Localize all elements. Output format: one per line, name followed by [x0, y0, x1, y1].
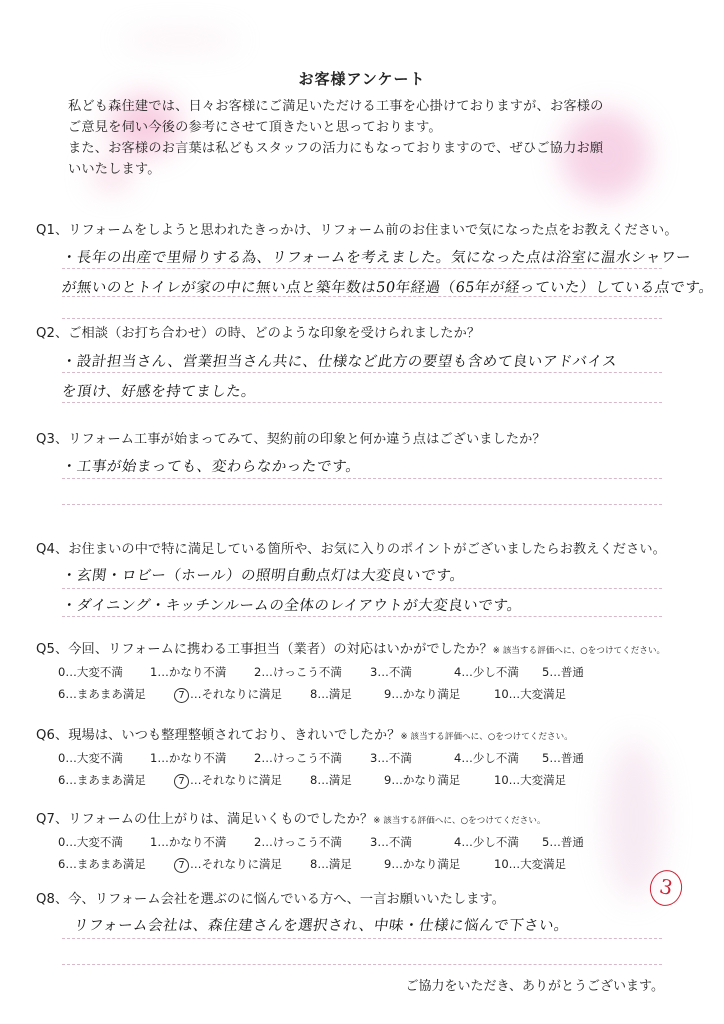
question-note: ※ 該当する評価へに、○をつけてください。	[373, 816, 546, 826]
answer-q4-line: ・ダイニング・キッチンルームの全体のレイアウトが大変良いです。	[60, 598, 524, 614]
rating-option[interactable]: 2…けっこう不満	[254, 665, 342, 679]
footer-thanks: ご協力をいただき、ありがとうございます。	[405, 979, 664, 994]
rating-option[interactable]: 3…不満	[370, 751, 412, 765]
answer-q8-line: リフォーム会社は、森住建さんを選択され、中味・仕様に悩んで下さい。	[72, 918, 571, 934]
circle-mark-icon: 7	[174, 688, 189, 703]
answer-rule	[62, 964, 662, 965]
question-q1: Q1、リフォームをしようと思われたきっかけ、リフォーム前のお住まいで気になった点をお教えください。	[36, 223, 678, 238]
rating-option[interactable]: 0…大変不満	[58, 835, 123, 849]
question-q7-text: Q7、リフォームの仕上がりは、満足いくものでしたか？	[36, 812, 374, 827]
circle-mark-icon: 7	[174, 774, 189, 789]
rating-option-label: …それなりに満足	[190, 773, 282, 787]
rating-option-circled[interactable]	[174, 686, 282, 703]
rating-option[interactable]: 8…満足	[310, 773, 352, 787]
rating-option[interactable]: 2…けっこう不満	[254, 751, 342, 765]
answer-rule	[62, 616, 662, 617]
question-q3: Q3、リフォーム工事が始まってみて、契約前の印象と何か違う点はございましたか？	[36, 432, 546, 447]
rating-option[interactable]: 10…大変満足	[494, 773, 567, 787]
rating-option[interactable]: 9…かなり満足	[384, 687, 461, 701]
question-q5-text: Q5、今回、リフォームに携わる工事担当（業者）の対応はいかがでしたか？	[36, 642, 493, 657]
rating-option[interactable]: 8…満足	[310, 687, 352, 701]
intro-line: また、お客様のお言葉は私どもスタッフの活力にもなっておりますので、ぜひご協力お願	[68, 141, 604, 156]
rating-option[interactable]: 3…不満	[370, 835, 412, 849]
question-q6-text: Q6、現場は、いつも整理整頓されており、きれいでしたか？	[36, 728, 401, 743]
question-q6	[36, 724, 573, 743]
rating-option[interactable]: 4…少し不満	[454, 665, 519, 679]
rating-option[interactable]: 0…大変不満	[58, 751, 123, 765]
rating-option[interactable]: 9…かなり満足	[384, 773, 461, 787]
rating-option[interactable]: 0…大変不満	[58, 665, 123, 679]
answer-rule	[62, 478, 662, 479]
answer-rule	[62, 402, 662, 403]
rating-option[interactable]: 6…まあまあ満足	[58, 857, 146, 871]
answer-q2-line: ・設計担当さん、営業担当さん共に、仕様など此方の要望も含めて良いアドバイス	[60, 354, 619, 370]
answer-rule	[62, 588, 662, 589]
intro-line: いいたします。	[68, 162, 161, 177]
question-q2: Q2、ご相談（お打ち合わせ）の時、どのような印象を受けられましたか？	[36, 326, 481, 341]
question-note: ※ 該当する評価へに、○をつけてください。	[400, 732, 573, 742]
rating-option-circled[interactable]	[174, 772, 282, 789]
page-title: お客様アンケート	[298, 70, 426, 88]
circle-mark-icon: 7	[174, 858, 189, 873]
rating-option[interactable]: 1…かなり不満	[150, 835, 227, 849]
rating-option[interactable]: 1…かなり不満	[150, 665, 227, 679]
rating-option[interactable]: 6…まあまあ満足	[58, 687, 146, 701]
answer-q4-line: ・玄関・ロビー（ホール）の照明自動点灯は大変良いです。	[60, 568, 466, 584]
rating-option[interactable]: 6…まあまあ満足	[58, 773, 146, 787]
rating-option[interactable]: 3…不満	[370, 665, 412, 679]
rating-option[interactable]: 2…けっこう不満	[254, 835, 342, 849]
answer-rule	[62, 268, 662, 269]
handwritten-number-stamp: 3	[647, 867, 686, 909]
decorative-flower-blob	[120, 30, 240, 50]
question-q8: Q8、今、リフォーム会社を選ぶのに悩んでいる方へ、一言お願いいたします。	[36, 892, 506, 907]
rating-option[interactable]: 4…少し不満	[454, 751, 519, 765]
intro-text	[68, 96, 688, 180]
rating-option-label: …それなりに満足	[190, 687, 282, 701]
rating-option[interactable]: 10…大変満足	[494, 857, 567, 871]
rating-option-circled[interactable]	[174, 856, 282, 873]
rating-option[interactable]: 1…かなり不満	[150, 751, 227, 765]
answer-q3-line: ・工事が始まっても、変わらなかったです。	[60, 459, 362, 475]
answer-rule	[62, 504, 662, 505]
rating-option-label: …それなりに満足	[190, 857, 282, 871]
rating-option[interactable]: 9…かなり満足	[384, 857, 461, 871]
rating-option[interactable]: 5…普通	[542, 835, 584, 849]
rating-option[interactable]: 8…満足	[310, 857, 352, 871]
answer-rule	[62, 318, 662, 319]
intro-line: 私ども森住建では、日々お客様にご満足いただける工事を心掛けておりますが、お客様の	[68, 99, 604, 114]
answer-q2-line: を頂け、好感を持てました。	[60, 384, 258, 400]
answer-rule	[62, 938, 662, 939]
answer-q1-line: が無いのとトイレが家の中に無い点と築年数は50年経過（65年が経っていた）している点です。	[60, 280, 715, 296]
rating-option[interactable]: 5…普通	[542, 665, 584, 679]
answer-q1-line: ・長年の出産で里帰りする為、リフォームを考えました。気になった点は浴室に温水シャワー	[60, 250, 692, 266]
question-q7	[36, 808, 546, 827]
rating-option[interactable]: 10…大変満足	[494, 687, 567, 701]
question-q5	[36, 638, 665, 657]
question-note: ※ 該当する評価へに、○をつけてください。	[492, 646, 666, 656]
intro-line: ご意見を伺い今後の参考にさせて頂きたいと思っております。	[68, 120, 442, 135]
rating-option[interactable]: 4…少し不満	[454, 835, 519, 849]
question-q4: Q4、お住まいの中で特に満足している箇所や、お気に入りのポイントがございましたらお教えください。	[36, 542, 666, 557]
answer-rule	[62, 372, 662, 373]
rating-option[interactable]: 5…普通	[542, 751, 584, 765]
